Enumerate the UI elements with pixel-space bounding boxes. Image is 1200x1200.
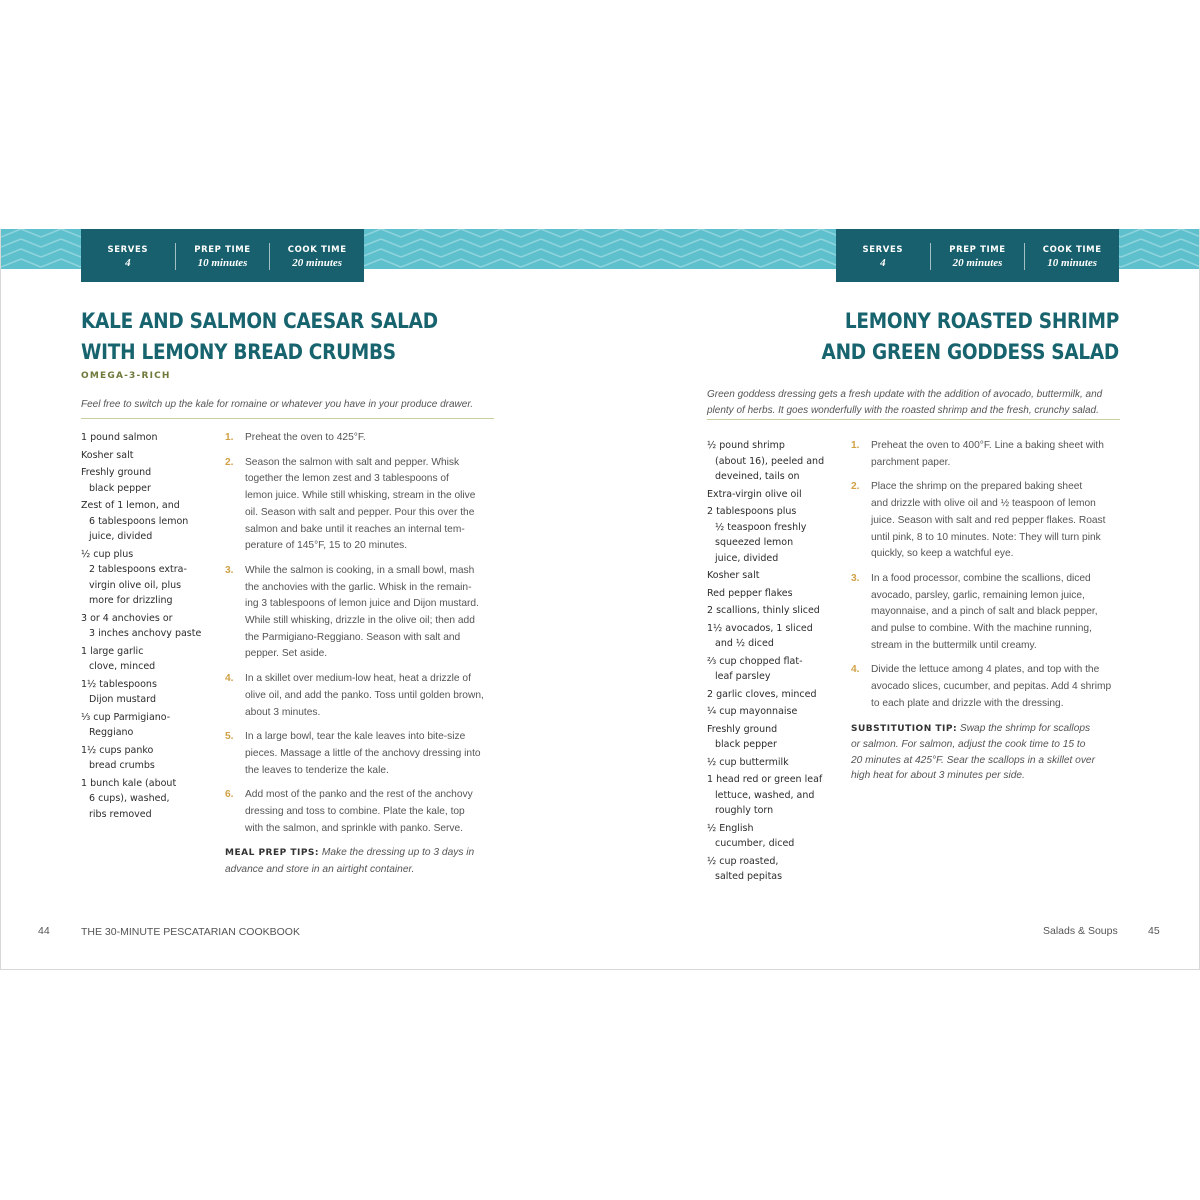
step-line: olive oil, and add the panko. Toss until golden brown, <box>245 689 484 701</box>
nutrition-badge: OMEGA-3-RICH <box>81 371 171 381</box>
serves-value: 4 <box>125 256 131 269</box>
ingredient-line: squeezed lemon <box>715 537 794 548</box>
step-line: oil. Season with salt and pepper. Pour this over the <box>245 506 475 518</box>
ingredient-item <box>81 611 216 642</box>
ingredient-item <box>707 504 842 566</box>
step-number: 4. <box>851 664 860 676</box>
ingredient-line: clove, minced <box>89 661 156 672</box>
intro-line-2: plenty of herbs. It goes wonderfully with the roasted shrimp and the fresh, crunchy salad. <box>707 405 1099 416</box>
instruction-step <box>225 455 500 555</box>
ingredient-line: Red pepper flakes <box>707 587 793 599</box>
ingredient-line: ½ English <box>707 822 754 834</box>
ingredient-line: ⅓ cup Parmigiano- <box>81 711 171 723</box>
step-line: avocado, parsley, garlic, remaining lemon juice, <box>871 589 1085 601</box>
ingredient-item <box>81 430 216 446</box>
ingredient-item <box>707 687 842 703</box>
tip-text: or salmon. For salmon, adjust the cook time to 15 to <box>851 739 1086 751</box>
ingredient-line: Dijon mustard <box>89 694 156 705</box>
ingredient-item <box>707 854 842 885</box>
ingredient-line: ½ teaspoon freshly <box>715 521 807 533</box>
ingredient-line: and ½ diced <box>715 638 774 649</box>
step-line: pepper. Set aside. <box>245 648 328 660</box>
step-line: to each plate and drizzle with the dressing. <box>871 697 1064 709</box>
step-line: avocado slices, cucumber, and pepitas. Add 4 shrimp <box>871 681 1112 693</box>
ingredient-item <box>81 677 216 708</box>
step-line: mayonnaise, and a pinch of salt and black pepper, <box>871 606 1098 618</box>
ingredient-line: ¼ cup mayonnaise <box>707 706 798 717</box>
step-line: Divide the lettuce among 4 plates, and top with the <box>871 664 1100 676</box>
ingredient-line: 1 bunch kale (about <box>81 777 177 789</box>
ingredient-line: 2 tablespoons plus <box>707 506 797 517</box>
ingredient-line: 1 head red or green leaf <box>707 774 823 785</box>
instruction-step <box>225 729 500 779</box>
ingredient-line: black pepper <box>89 482 151 494</box>
ingredient-line: Kosher salt <box>707 570 760 581</box>
ingredient-line: ½ cup roasted, <box>707 855 779 867</box>
ingredient-item <box>707 621 842 652</box>
ingredient-line: Freshly ground <box>81 467 152 478</box>
ingredient-line: Reggiano <box>89 727 134 738</box>
step-line: stream in the buttermilk until creamy. <box>871 639 1037 651</box>
step-line: Place the shrimp on the prepared baking sheet <box>871 481 1083 493</box>
ingredient-item <box>707 704 842 720</box>
cook-time-value: 10 minutes <box>1047 256 1098 269</box>
step-line: In a food processor, combine the scallions, diced <box>871 572 1091 584</box>
title-line-2: WITH LEMONY BREAD CRUMBS <box>81 340 396 364</box>
tip-line <box>851 768 1126 784</box>
ingredient-line: juice, divided <box>715 552 779 564</box>
step-line: about 3 minutes. <box>245 706 321 718</box>
ingredient-item <box>707 722 842 753</box>
step-line: until pink, 8 to 10 minutes. Note: They will turn pink <box>871 531 1101 543</box>
ingredient-item <box>81 644 216 675</box>
step-line: dressing and toss to combine. Plate the kale, top <box>245 806 465 818</box>
serves-cell <box>836 243 931 270</box>
instruction-step <box>225 787 500 837</box>
cook-time-cell <box>270 243 364 270</box>
tip-text: advance and store in an airtight container. <box>225 863 415 875</box>
step-number: 4. <box>225 673 234 685</box>
book-title-footer: THE 30-MINUTE PESCATARIAN COOKBOOK <box>81 926 300 938</box>
step-number: 1. <box>851 440 860 451</box>
prep-time-label: PREP TIME <box>949 244 1006 255</box>
instruction-step <box>851 571 1126 655</box>
step-number: 3. <box>225 564 234 576</box>
step-line: salmon and bake until it reaches an internal tem- <box>245 523 465 535</box>
ingredient-item <box>707 654 842 685</box>
instruction-step <box>225 671 500 721</box>
prep-time-label: PREP TIME <box>194 244 251 255</box>
step-number: 2. <box>851 481 860 493</box>
ingredient-line: Freshly ground <box>707 723 778 735</box>
ingredient-line: 6 cups), washed, <box>89 793 170 804</box>
ingredient-item <box>81 776 216 823</box>
tip-text: Swap the shrimp for scallops <box>957 722 1091 734</box>
ingredient-line: 2 tablespoons extra- <box>89 564 187 575</box>
ingredient-line: deveined, tails on <box>715 471 800 482</box>
ingredient-item <box>707 603 842 619</box>
right-divider <box>707 419 1120 420</box>
step-line: the leaves to tenderize the kale. <box>245 764 389 776</box>
tip-text: Make the dressing up to 3 days in <box>319 847 475 859</box>
tip-note <box>851 721 1126 784</box>
tip-line <box>225 845 500 862</box>
ingredient-line: 2 scallions, thinly sliced <box>707 605 820 616</box>
serves-value: 4 <box>880 256 886 269</box>
section-name-footer: Salads & Soups <box>1043 925 1118 937</box>
step-line: and pulse to combine. With the machine running, <box>871 623 1092 635</box>
ingredient-line: 2 garlic cloves, minced <box>707 688 817 700</box>
book-spread <box>0 229 1200 970</box>
ingredient-line: roughly torn <box>715 805 774 816</box>
step-line: the Parmigiano-Reggiano. Season with salt and <box>245 631 461 643</box>
step-line: While still whisking, drizzle in the olive oil; then add <box>245 615 475 627</box>
cook-time-label: COOK TIME <box>287 244 347 255</box>
tip-line <box>851 721 1126 738</box>
step-line: pieces. Massage a little of the anchovy dressing into <box>245 747 481 759</box>
ingredient-line: virgin olive oil, plus <box>89 579 182 591</box>
title-line-2: AND GREEN GODDESS SALAD <box>821 340 1119 364</box>
step-line: While the salmon is cooking, in a small bowl, mash <box>245 564 475 576</box>
right-recipe-title <box>822 306 1119 368</box>
step-line: In a large bowl, tear the kale leaves into bite-size <box>245 731 466 743</box>
step-line: Preheat the oven to 425°F. <box>245 432 366 443</box>
prep-time-value: 20 minutes <box>952 256 1003 269</box>
ingredient-line: black pepper <box>715 739 777 750</box>
ingredient-item <box>81 710 216 741</box>
ingredient-line: leaf parsley <box>715 671 771 682</box>
ingredient-line: (about 16), peeled and <box>715 455 825 467</box>
right-ingredient-list <box>707 438 842 887</box>
left-recipe-info-box <box>81 229 364 282</box>
ingredient-item <box>707 487 842 503</box>
step-line: juice. Season with salt and red pepper flakes. Roast <box>871 514 1106 526</box>
ingredient-line: ½ pound shrimp <box>707 440 785 451</box>
ingredient-line: more for drizzling <box>89 595 173 606</box>
tip-line <box>225 862 500 878</box>
left-instructions <box>225 430 500 877</box>
prep-time-value: 10 minutes <box>197 256 248 269</box>
instruction-step <box>851 662 1126 712</box>
step-line: lemon juice. While still whisking, stream in the olive <box>245 490 476 502</box>
step-number: 2. <box>225 456 234 468</box>
ingredient-item <box>81 448 216 464</box>
tip-label: SUBSTITUTION TIP: <box>851 723 958 734</box>
left-divider <box>81 418 494 419</box>
ingredient-item <box>707 438 842 485</box>
instruction-step <box>225 430 500 447</box>
instruction-step <box>225 563 500 663</box>
ingredient-item <box>707 586 842 602</box>
step-line: ing 3 tablespoons of lemon juice and Dijon mustard. <box>245 598 479 610</box>
ingredient-item <box>81 743 216 774</box>
right-intro-text <box>707 387 1127 419</box>
step-line: parchment paper. <box>871 456 951 468</box>
step-number: 6. <box>225 789 234 801</box>
cook-time-cell <box>1025 243 1119 270</box>
tip-line <box>851 737 1126 753</box>
ingredient-line: 6 tablespoons lemon <box>89 515 189 527</box>
serves-label: SERVES <box>107 244 149 255</box>
ingredient-item <box>81 465 216 496</box>
ingredient-line: Extra-virgin olive oil <box>707 488 802 500</box>
ingredient-line: 3 inches anchovy paste <box>89 628 202 639</box>
right-page-number: 45 <box>1148 925 1160 937</box>
step-line: Add most of the panko and the rest of the anchovy <box>245 789 473 801</box>
ingredient-line: ⅔ cup chopped flat- <box>707 655 803 667</box>
left-intro-text: Feel free to switch up the kale for romaine or whatever you have in your produce drawer. <box>81 399 474 410</box>
step-number: 5. <box>225 731 234 743</box>
step-line: and drizzle with olive oil and ½ teaspoon of lemon <box>871 498 1096 510</box>
ingredient-line: 1 large garlic <box>81 645 144 657</box>
right-recipe-info-box <box>836 229 1119 282</box>
tip-line <box>851 753 1126 769</box>
ingredient-line: lettuce, washed, and <box>715 789 815 801</box>
step-line: In a skillet over medium-low heat, heat a drizzle of <box>245 673 471 685</box>
ingredient-line: bread crumbs <box>89 760 155 771</box>
ingredient-line: Kosher salt <box>81 449 134 461</box>
cook-time-value: 20 minutes <box>292 256 343 269</box>
step-line: together the lemon zest and 3 tablespoons of <box>245 473 449 485</box>
right-instructions <box>851 438 1126 784</box>
ingredient-line: ½ cup plus <box>81 548 134 560</box>
prep-time-cell <box>176 243 271 270</box>
step-line: quickly, so keep a watchful eye. <box>871 548 1014 560</box>
ingredient-item <box>707 755 842 771</box>
step-line: Season the salmon with salt and pepper. Whisk <box>245 456 460 468</box>
tip-text: 20 minutes at 425°F. Sear the scallops in a skillet over <box>851 754 1095 766</box>
ingredient-item <box>707 821 842 852</box>
ingredient-line: ribs removed <box>89 808 152 820</box>
left-recipe-title <box>81 306 438 368</box>
ingredient-line: 3 or 4 anchovies or <box>81 612 173 624</box>
ingredient-line: Zest of 1 lemon, and <box>81 500 180 511</box>
tip-label: MEAL PREP TIPS: <box>225 848 320 859</box>
ingredient-line: ½ cup buttermilk <box>707 756 789 768</box>
title-line-1: LEMONY ROASTED SHRIMP <box>844 309 1119 333</box>
ingredient-line: juice, divided <box>89 531 153 542</box>
tip-text: high heat for about 3 minutes per side. <box>851 770 1025 782</box>
step-line: the anchovies with the garlic. Whisk in the remain- <box>245 581 472 593</box>
instruction-step <box>851 479 1126 563</box>
ingredient-line: 1½ avocados, 1 sliced <box>707 622 813 634</box>
instruction-step <box>851 438 1126 471</box>
cook-time-label: COOK TIME <box>1042 244 1102 255</box>
step-number: 3. <box>851 572 860 584</box>
step-line: Preheat the oven to 400°F. Line a baking sheet with <box>871 440 1104 451</box>
serves-label: SERVES <box>862 244 904 255</box>
step-line: with the salmon, and sprinkle with panko. Serve. <box>245 822 464 834</box>
ingredient-item <box>707 568 842 584</box>
ingredient-line: 1 pound salmon <box>81 432 158 443</box>
step-number: 1. <box>225 432 234 443</box>
ingredient-line: 1½ tablespoons <box>81 678 157 690</box>
ingredient-line: cucumber, diced <box>715 838 795 849</box>
prep-time-cell <box>931 243 1026 270</box>
ingredient-item <box>707 772 842 819</box>
ingredient-line: salted pepitas <box>715 871 783 882</box>
ingredient-line: 1½ cups panko <box>81 744 154 756</box>
ingredient-item <box>81 547 216 609</box>
serves-cell <box>81 243 176 270</box>
tip-note <box>225 845 500 877</box>
intro-line-1: Green goddess dressing gets a fresh update with the addition of avocado, buttermilk, and <box>707 389 1103 400</box>
left-ingredient-list <box>81 430 216 824</box>
title-line-1: KALE AND SALMON CAESAR SALAD <box>81 309 438 333</box>
ingredient-item <box>81 498 216 545</box>
step-line: perature of 145°F, 15 to 20 minutes. <box>245 540 408 552</box>
left-page-number: 44 <box>38 925 50 937</box>
